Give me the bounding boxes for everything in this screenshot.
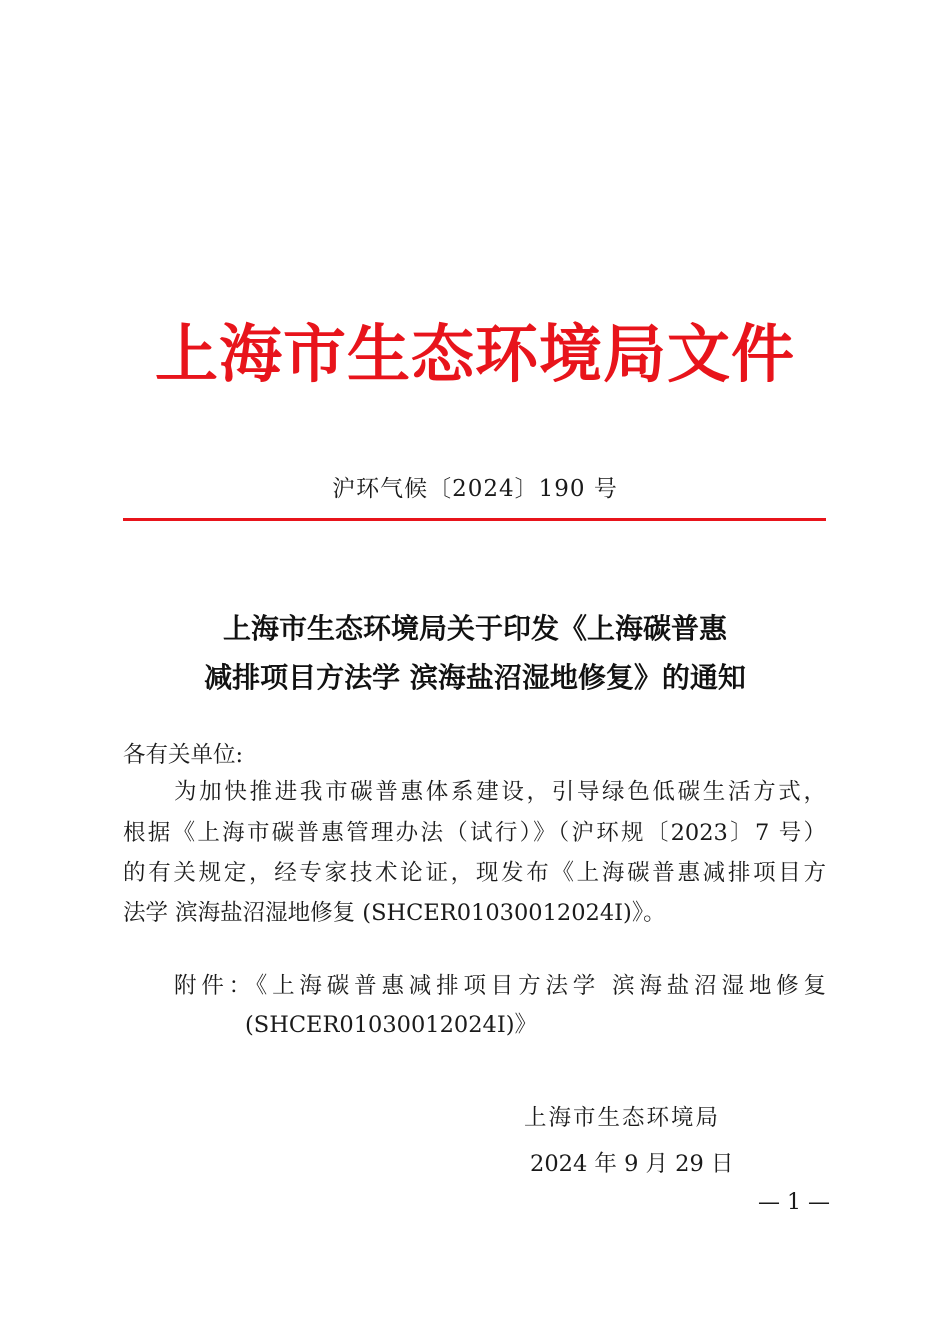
red-separator-line [123,518,826,521]
document-number: 沪环气候〔2024〕190 号 [332,476,618,502]
salutation: 各有关单位: [123,742,244,768]
document-title-line-2: 减排项目方法学 滨海盐沼湿地修复》的通知 [204,661,746,694]
paragraph-line-3: 的有关规定，经专家技术论证，现发布《上海碳普惠减排项目方 [123,860,826,886]
attachment-line-2: (SHCER01030012024I)》 [245,1012,538,1038]
paragraph-line-4: 法学 滨海盐沼湿地修复 (SHCER01030012024I)》。 [123,900,666,926]
paragraph-line-2: 根据《上海市碳普惠管理办法（试行）》（沪环规〔2023〕7 号） [123,820,826,846]
document-title-line-1: 上海市生态环境局关于印发《上海碳普惠 [222,612,727,645]
issuer-masthead-title: 上海市生态环境局文件 [155,318,795,391]
page-number: — 1 — [758,1190,830,1215]
signature-date: 2024 年 9 月 29 日 [530,1151,734,1177]
paragraph-line-1: 为加快推进我市碳普惠体系建设，引导绿色低碳生活方式， [174,779,826,805]
attachment-line-1: 附件：《上海碳普惠减排项目方法学 滨海盐沼湿地修复 [174,973,826,999]
signature-organization: 上海市生态环境局 [524,1105,721,1131]
